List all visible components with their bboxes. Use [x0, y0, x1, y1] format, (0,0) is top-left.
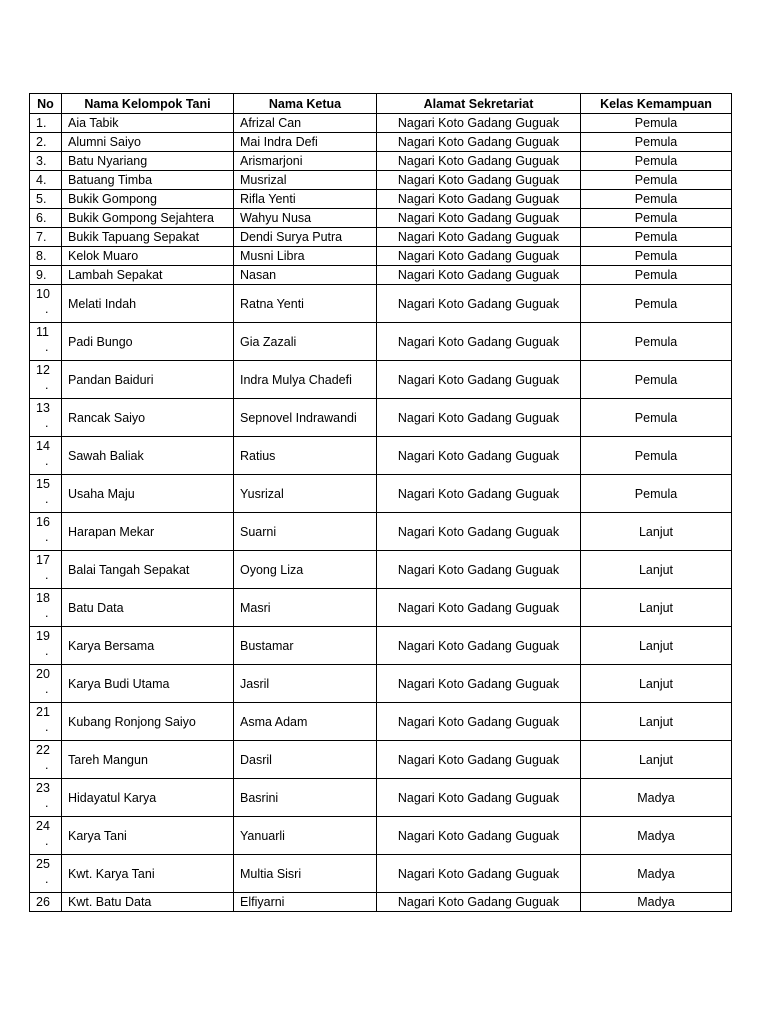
secretariat-address-cell: Nagari Koto Gadang Guguak	[377, 779, 581, 817]
header-no: No	[30, 94, 62, 114]
row-number-text: 9.	[36, 268, 47, 282]
table-row	[30, 228, 732, 247]
row-number	[30, 627, 62, 665]
table-row	[30, 266, 732, 285]
header-secretariat-address: Alamat Sekretariat	[377, 94, 581, 114]
table-row	[30, 627, 732, 665]
table-row	[30, 551, 732, 589]
row-number-text: 11	[36, 325, 49, 339]
group-name-cell: Usaha Maju	[62, 475, 234, 513]
row-number-text: 18	[36, 591, 50, 605]
secretariat-address-cell: Nagari Koto Gadang Guguak	[377, 855, 581, 893]
table-row	[30, 513, 732, 551]
leader-name-cell: Afrizal Can	[234, 114, 377, 133]
row-number-dot: .	[45, 340, 49, 354]
row-number-text: 2.	[36, 135, 47, 149]
group-name-cell: Batu Data	[62, 589, 234, 627]
group-name-cell: Kwt. Karya Tani	[62, 855, 234, 893]
group-name-cell: Kelok Muaro	[62, 247, 234, 266]
ability-class-cell: Pemula	[581, 475, 732, 513]
ability-class-cell: Lanjut	[581, 703, 732, 741]
group-name-cell: Rancak Saiyo	[62, 399, 234, 437]
row-number-text: 6.	[36, 211, 47, 225]
row-number	[30, 209, 62, 228]
row-number	[30, 855, 62, 893]
row-number	[30, 703, 62, 741]
secretariat-address-cell: Nagari Koto Gadang Guguak	[377, 551, 581, 589]
table-row	[30, 399, 732, 437]
row-number-dot: .	[45, 568, 49, 582]
row-number-text: 14	[36, 439, 50, 453]
secretariat-address-cell: Nagari Koto Gadang Guguak	[377, 247, 581, 266]
header-group-name: Nama Kelompok Tani	[62, 94, 234, 114]
table-row	[30, 190, 732, 209]
secretariat-address-cell: Nagari Koto Gadang Guguak	[377, 285, 581, 323]
ability-class-cell: Pemula	[581, 285, 732, 323]
ability-class-cell: Lanjut	[581, 665, 732, 703]
row-number	[30, 133, 62, 152]
group-name-cell: Kwt. Batu Data	[62, 893, 234, 912]
row-number-dot: .	[45, 872, 49, 886]
ability-class-cell: Lanjut	[581, 627, 732, 665]
secretariat-address-cell: Nagari Koto Gadang Guguak	[377, 703, 581, 741]
ability-class-cell: Pemula	[581, 266, 732, 285]
group-name-cell: Lambah Sepakat	[62, 266, 234, 285]
table-row	[30, 171, 732, 190]
row-number	[30, 114, 62, 133]
table-row	[30, 589, 732, 627]
row-number-text: 24	[36, 819, 50, 833]
ability-class-cell: Pemula	[581, 247, 732, 266]
row-number	[30, 152, 62, 171]
row-number	[30, 475, 62, 513]
row-number-dot: .	[45, 644, 49, 658]
leader-name-cell: Wahyu Nusa	[234, 209, 377, 228]
secretariat-address-cell: Nagari Koto Gadang Guguak	[377, 893, 581, 912]
leader-name-cell: Suarni	[234, 513, 377, 551]
group-name-cell: Batu Nyariang	[62, 152, 234, 171]
table-header-row	[30, 94, 732, 114]
leader-name-cell: Indra Mulya Chadefi	[234, 361, 377, 399]
row-number-dot: .	[45, 530, 49, 544]
table-row	[30, 665, 732, 703]
row-number	[30, 171, 62, 190]
ability-class-cell: Lanjut	[581, 741, 732, 779]
ability-class-cell: Pemula	[581, 152, 732, 171]
farmer-groups-table	[29, 93, 732, 912]
row-number	[30, 361, 62, 399]
row-number	[30, 589, 62, 627]
ability-class-cell: Pemula	[581, 114, 732, 133]
row-number-text: 7.	[36, 230, 47, 244]
group-name-cell: Pandan Baiduri	[62, 361, 234, 399]
ability-class-cell: Pemula	[581, 133, 732, 152]
secretariat-address-cell: Nagari Koto Gadang Guguak	[377, 589, 581, 627]
row-number	[30, 665, 62, 703]
group-name-cell: Sawah Baliak	[62, 437, 234, 475]
header-leader-name: Nama Ketua	[234, 94, 377, 114]
secretariat-address-cell: Nagari Koto Gadang Guguak	[377, 399, 581, 437]
group-name-cell: Karya Bersama	[62, 627, 234, 665]
group-name-cell: Batuang Timba	[62, 171, 234, 190]
leader-name-cell: Masri	[234, 589, 377, 627]
leader-name-cell: Ratius	[234, 437, 377, 475]
ability-class-cell: Pemula	[581, 209, 732, 228]
leader-name-cell: Rifla Yenti	[234, 190, 377, 209]
leader-name-cell: Mai Indra Defi	[234, 133, 377, 152]
row-number-dot: .	[45, 302, 49, 316]
leader-name-cell: Asma Adam	[234, 703, 377, 741]
secretariat-address-cell: Nagari Koto Gadang Guguak	[377, 133, 581, 152]
secretariat-address-cell: Nagari Koto Gadang Guguak	[377, 741, 581, 779]
row-number-text: 5.	[36, 192, 47, 206]
group-name-cell: Karya Tani	[62, 817, 234, 855]
row-number	[30, 190, 62, 209]
table-row	[30, 893, 732, 912]
secretariat-address-cell: Nagari Koto Gadang Guguak	[377, 665, 581, 703]
row-number	[30, 513, 62, 551]
table-row	[30, 817, 732, 855]
row-number	[30, 228, 62, 247]
ability-class-cell: Pemula	[581, 437, 732, 475]
group-name-cell: Hidayatul Karya	[62, 779, 234, 817]
row-number	[30, 551, 62, 589]
leader-name-cell: Yanuarli	[234, 817, 377, 855]
ability-class-cell: Pemula	[581, 171, 732, 190]
row-number-text: 16	[36, 515, 50, 529]
table-row	[30, 855, 732, 893]
row-number-text: 26	[36, 895, 50, 909]
table-row	[30, 114, 732, 133]
row-number	[30, 247, 62, 266]
leader-name-cell: Dasril	[234, 741, 377, 779]
secretariat-address-cell: Nagari Koto Gadang Guguak	[377, 266, 581, 285]
secretariat-address-cell: Nagari Koto Gadang Guguak	[377, 152, 581, 171]
secretariat-address-cell: Nagari Koto Gadang Guguak	[377, 513, 581, 551]
group-name-cell: Bukik Gompong	[62, 190, 234, 209]
row-number	[30, 437, 62, 475]
ability-class-cell: Madya	[581, 817, 732, 855]
row-number-text: 4.	[36, 173, 47, 187]
row-number	[30, 779, 62, 817]
row-number-text: 15	[36, 477, 50, 491]
row-number-text: 25	[36, 857, 50, 871]
row-number	[30, 266, 62, 285]
table-row	[30, 209, 732, 228]
row-number-dot: .	[45, 378, 49, 392]
row-number-text: 22	[36, 743, 50, 757]
row-number-text: 12	[36, 363, 50, 377]
leader-name-cell: Musrizal	[234, 171, 377, 190]
secretariat-address-cell: Nagari Koto Gadang Guguak	[377, 323, 581, 361]
group-name-cell: Bukik Gompong Sejahtera	[62, 209, 234, 228]
row-number-dot: .	[45, 720, 49, 734]
leader-name-cell: Nasan	[234, 266, 377, 285]
ability-class-cell: Pemula	[581, 399, 732, 437]
leader-name-cell: Elfiyarni	[234, 893, 377, 912]
leader-name-cell: Musni Libra	[234, 247, 377, 266]
secretariat-address-cell: Nagari Koto Gadang Guguak	[377, 228, 581, 247]
group-name-cell: Harapan Mekar	[62, 513, 234, 551]
header-ability-class: Kelas Kemampuan	[581, 94, 732, 114]
secretariat-address-cell: Nagari Koto Gadang Guguak	[377, 190, 581, 209]
row-number-dot: .	[45, 416, 49, 430]
secretariat-address-cell: Nagari Koto Gadang Guguak	[377, 171, 581, 190]
row-number-text: 10	[36, 287, 50, 301]
row-number	[30, 893, 62, 912]
row-number-text: 21	[36, 705, 50, 719]
ability-class-cell: Madya	[581, 893, 732, 912]
leader-name-cell: Oyong Liza	[234, 551, 377, 589]
ability-class-cell: Pemula	[581, 361, 732, 399]
row-number-text: 8.	[36, 249, 47, 263]
group-name-cell: Melati Indah	[62, 285, 234, 323]
group-name-cell: Bukik Tapuang Sepakat	[62, 228, 234, 247]
secretariat-address-cell: Nagari Koto Gadang Guguak	[377, 627, 581, 665]
ability-class-cell: Pemula	[581, 228, 732, 247]
table-row	[30, 779, 732, 817]
group-name-cell: Aia Tabik	[62, 114, 234, 133]
leader-name-cell: Ratna Yenti	[234, 285, 377, 323]
secretariat-address-cell: Nagari Koto Gadang Guguak	[377, 361, 581, 399]
ability-class-cell: Madya	[581, 779, 732, 817]
row-number-text: 23	[36, 781, 50, 795]
row-number	[30, 817, 62, 855]
leader-name-cell: Multia Sisri	[234, 855, 377, 893]
row-number-dot: .	[45, 834, 49, 848]
row-number-text: 19	[36, 629, 50, 643]
table-row	[30, 361, 732, 399]
row-number-dot: .	[45, 606, 49, 620]
table-row	[30, 437, 732, 475]
table-row	[30, 703, 732, 741]
group-name-cell: Balai Tangah Sepakat	[62, 551, 234, 589]
leader-name-cell: Yusrizal	[234, 475, 377, 513]
ability-class-cell: Madya	[581, 855, 732, 893]
ability-class-cell: Pemula	[581, 323, 732, 361]
group-name-cell: Karya Budi Utama	[62, 665, 234, 703]
table-row	[30, 285, 732, 323]
leader-name-cell: Sepnovel Indrawandi	[234, 399, 377, 437]
table-row	[30, 475, 732, 513]
secretariat-address-cell: Nagari Koto Gadang Guguak	[377, 817, 581, 855]
table-row	[30, 741, 732, 779]
secretariat-address-cell: Nagari Koto Gadang Guguak	[377, 437, 581, 475]
row-number-dot: .	[45, 682, 49, 696]
leader-name-cell: Gia Zazali	[234, 323, 377, 361]
leader-name-cell: Arismarjoni	[234, 152, 377, 171]
table-row	[30, 323, 732, 361]
row-number-dot: .	[45, 492, 49, 506]
group-name-cell: Alumni Saiyo	[62, 133, 234, 152]
row-number-text: 20	[36, 667, 50, 681]
leader-name-cell: Dendi Surya Putra	[234, 228, 377, 247]
group-name-cell: Padi Bungo	[62, 323, 234, 361]
row-number	[30, 285, 62, 323]
row-number-dot: .	[45, 454, 49, 468]
leader-name-cell: Basrini	[234, 779, 377, 817]
secretariat-address-cell: Nagari Koto Gadang Guguak	[377, 209, 581, 228]
row-number-dot: .	[45, 758, 49, 772]
row-number	[30, 399, 62, 437]
row-number-dot: .	[45, 796, 49, 810]
ability-class-cell: Lanjut	[581, 551, 732, 589]
table-row	[30, 133, 732, 152]
row-number-text: 1.	[36, 116, 47, 130]
row-number-text: 13	[36, 401, 50, 415]
table-row	[30, 152, 732, 171]
ability-class-cell: Lanjut	[581, 589, 732, 627]
table-row	[30, 247, 732, 266]
secretariat-address-cell: Nagari Koto Gadang Guguak	[377, 475, 581, 513]
row-number-text: 17	[36, 553, 50, 567]
group-name-cell: Kubang Ronjong Saiyo	[62, 703, 234, 741]
row-number-text: 3.	[36, 154, 47, 168]
ability-class-cell: Pemula	[581, 190, 732, 209]
row-number	[30, 323, 62, 361]
ability-class-cell: Lanjut	[581, 513, 732, 551]
leader-name-cell: Bustamar	[234, 627, 377, 665]
row-number	[30, 741, 62, 779]
secretariat-address-cell: Nagari Koto Gadang Guguak	[377, 114, 581, 133]
leader-name-cell: Jasril	[234, 665, 377, 703]
group-name-cell: Tareh Mangun	[62, 741, 234, 779]
